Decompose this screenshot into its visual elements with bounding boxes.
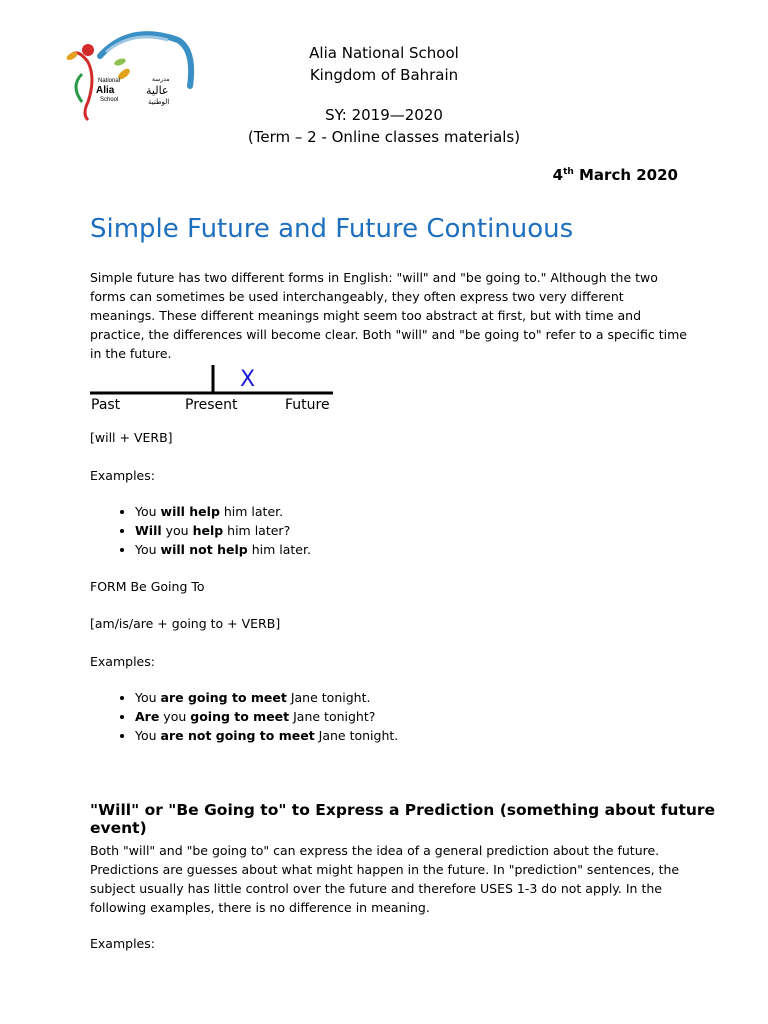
example-item: • Will you help him later?: [135, 521, 311, 540]
svg-text:عالية: عالية: [146, 84, 169, 97]
term-info: (Term – 2 - Online classes materials): [247, 128, 521, 146]
svg-text:الوطنية: الوطنية: [148, 98, 170, 106]
example-item: • You are going to meet Jane tonight.: [135, 688, 398, 707]
timeline-mark: X: [240, 367, 256, 392]
examples-label: Examples:: [90, 654, 155, 669]
timeline-future: Future: [285, 397, 330, 412]
prediction-paragraph: Both "will" and "be going to" can express the idea of a general prediction about the future. Predictions are guesses about what might happen in the future. In "prediction" sentences, the subject usually has little control over the future and therefore USES 1-3 do not apply. In the following examples, there is no difference in meaning.: [90, 843, 680, 915]
examples-label: Examples:: [90, 468, 155, 483]
prediction-heading: "Will" or "Be Going to" to Express a Prediction (something about future event): [90, 801, 716, 837]
school-year: SY: 2019—2020: [325, 106, 443, 124]
school-name: Alia National School: [309, 44, 459, 62]
example-item: • Are you going to meet Jane tonight?: [135, 707, 398, 726]
going-examples-list: [110, 688, 398, 745]
document-date: 4th March 2020: [552, 166, 678, 184]
svg-text:National: National: [98, 78, 121, 84]
will-examples-list: [110, 502, 311, 559]
example-item: • You will not help him later.: [135, 540, 311, 559]
examples-label-2: Examples:: [90, 936, 155, 951]
example-item: • You will help him later.: [135, 502, 311, 521]
timeline-diagram: [90, 362, 340, 412]
country-name: Kingdom of Bahrain: [309, 66, 459, 84]
document-header: [0, 42, 768, 148]
going-heading: FORM Be Going To: [90, 579, 205, 594]
will-form: [will + VERB]: [90, 430, 173, 445]
intro-paragraph: Simple future has two different forms in English: "will" and "be going to." Although the two forms can sometimes be used interchangeably, they often express two very different meanings. These different meanings might seem too abstract at first, but with time and practice, the differences will become clear. Both "will" and "be going to" refer to a specific time in the future.: [90, 270, 687, 361]
example-item: • You are not going to meet Jane tonight.: [135, 726, 398, 745]
timeline-past: Past: [91, 397, 121, 412]
page-title: Simple Future and Future Continuous: [90, 214, 574, 244]
svg-text:Alia: Alia: [96, 85, 115, 96]
svg-text:School: School: [100, 97, 119, 103]
timeline-present: Present: [185, 397, 238, 412]
going-form: [am/is/are + going to + VERB]: [90, 616, 281, 631]
svg-text:مدرسة: مدرسة: [152, 76, 170, 83]
